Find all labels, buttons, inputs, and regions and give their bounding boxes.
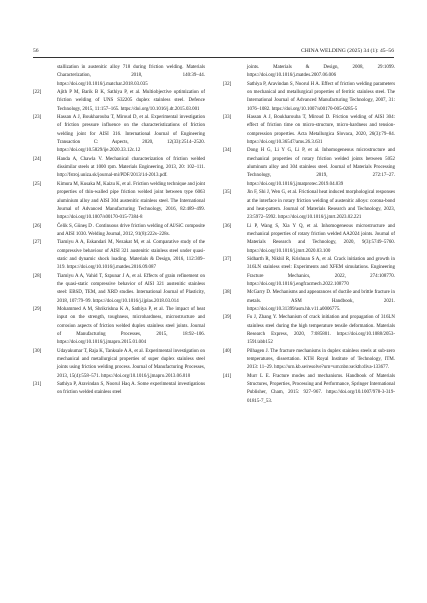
reference-number: [32] [223, 81, 232, 87]
right-column [223, 64, 395, 406]
reference-number: [29] [33, 306, 42, 312]
reference-text: Ajith P M, Barik B K, Sathiya P, et al. Multiobjective optimization of friction welding of UNS S32205 duplex stainless steel. Defence Technology, 2015, 11:157–165. https://doi.org/10.1016/j.dt.2015.03.001 [57, 90, 205, 112]
reference-number: [27] [33, 240, 42, 246]
reference-number: [34] [223, 148, 232, 154]
reference-item [33, 114, 205, 156]
page-number: 56 [33, 48, 39, 54]
reference-item [223, 81, 395, 114]
reference-continuation: joints. Materials & Design, 2008, 29:1099. https://doi.org/10.1016/j.matdes.2007.06.006 [247, 65, 395, 79]
reference-text: Fu J, Zhang Y. Mechanism of crack initiation and propagation of 316LN stainless steel during the high temperature tensile deformation. Materials Research Express, 2020, 7:085801. https://doi.org/10.1088/2053-1591/abb152 [247, 315, 395, 346]
reference-text: Sathiya P, Aravindan S, Noorul H A. Effect of friction welding parameters on mechanical and metallurgical properties of ferritic stainless steel. The International Journal of Advanced Manufacturing Technology, 2007, 31: 1076–1082. https://doi.org/10.1007/s00170-005-0285-5 [247, 81, 395, 112]
reference-item [223, 114, 395, 147]
reference-text: McGarry D. Mechanisms and appearances of ductile and brittle fracture in metals. ASM Handbook, 2021. https://doi.org/10.31399/asm.hb.v11.a0006775. [247, 290, 395, 312]
reference-item [223, 147, 395, 189]
reference-number: [31] [33, 382, 42, 388]
header-rule [33, 57, 394, 58]
reference-number: [39] [223, 315, 232, 321]
reference-item [33, 273, 205, 306]
reference-text: Tiamiyu A A, Vahid T, Szpunar J A, et al. Effects of grain refinement on the quasi-static compressive behavior of AISI 321 austenitic stainless steel: EBSD, TEM, and XRD studies. International Journal of Plasticity, 2018, 107:79–99. https://doi.org/10.1016/j.ijplas.2018.03.014 [57, 273, 205, 304]
reference-text: Hassan A J, Boukharouba T, Miroud D, et al. Experimental investigation of friction pressure influence on the characteristizations of friction welding joint for AISI 316. International Journal of Engineering Transaction C: Aspects, 2020, 12(33):2514–2520. https://doi.org/10.5829/ije.2020.33.12c.12 [57, 115, 205, 154]
reference-number: [25] [33, 181, 42, 187]
running-header [33, 46, 394, 56]
reference-item [33, 89, 205, 114]
reference-text: Li P, Wang S, Xia Y Q, et al. Inhomogeneous microstructure and mechanical properties of rotary friction welded AA2024 joints. Journal of Materials Research and Technology, 2020, 9(3):5749–5760. https://doi.org/10.1016/j.jmrt.2020.03.100 [247, 223, 395, 254]
reference-number: [33] [223, 115, 232, 121]
reference-item [33, 348, 205, 381]
reference-item [223, 189, 395, 222]
reference-number: [30] [33, 348, 42, 354]
reference-text: Sidharth R, Nikhil R, Krishnan S A, et al. Crack initiation and growth in 316LN stainless steel: Experiments and XFEM simulations. Engineering Fracture Mechanics, 2022, 274:108770. https://doi.org/10.1016/j.engfracmech.2022.108770 [247, 256, 395, 287]
reference-continuation: stallization in austenitic alloy 718 during friction welding. Materials Characterization, 2018, 140:39–44. https://doi.org/10.1016/j.matchar.2018.03.035 [57, 65, 205, 87]
reference-text: Hassan A J, Boukharouba T, Miroud D. Friction welding of AISI 304: effect of friction time on micro-structure, micro-hardness and tension-compression properties. Acta Metallurgica Slovaca, 2020, 26(3):79–84. https://doi.org/10.36547/ams.26.3.631 [247, 115, 395, 146]
reference-number: [38] [223, 290, 232, 296]
reference-text: Čelik S, Güneş D . Continuous drive friction welding of AI/SiC composite and AISI 1030. Welding Journal, 2012, 91(8):222s–228s. [57, 223, 205, 237]
reference-item [33, 156, 205, 181]
reference-number: [28] [33, 273, 42, 279]
reference-text: Dong H G, Li Y G, Li P, et al. Inhomogeneous microstructure and mechanical properties of rotary friction welded joints between 5052 aluminum alloy and 304 stainless steel. Journal of Materials Processing Technology, 2019, 272:17–27. https://doi.org/10.1016/j.jmatprotec.2019.04.039 [247, 148, 395, 187]
reference-text: Handa A, Chawla V. Mechanical characterization of friction welded dissimilar steels at 1000 rpm. Materials Engineering, 2013, 20: 102–111. http://fstroj.uniza.sk/journal-mi/PDF/2013/14-2013.pdf. [57, 156, 205, 179]
reference-text: Jin F, Shi J, Wen G, et al. Frictional heat induced morphological responses at the interface in rotary friction welding of austenitic alloys: corona-bond and heat-pattern. Journal of Materials Research and Technology, 2023, 23:5972–5992. https://doi.org/10.1016/j.jmrt.2023.02.221 [247, 190, 395, 221]
reference-text: Murr L E. Fracture modes and mechanisms. Handbook of Materials Structures, Properties, Processing and Performance, Springer International Publisher, Cham, 2015: 927–967. https://doi.org/10.1007/978-3-319-01815-7_53. [247, 373, 395, 404]
reference-text: Sathiya P, Aravindan S, Noorul Haq A. Some experimental investigations on friction welded stainless steel [57, 382, 205, 396]
left-column [33, 64, 205, 398]
reference-item [33, 181, 205, 223]
reference-number: [35] [223, 190, 232, 196]
reference-item [223, 223, 395, 256]
reference-item [223, 289, 395, 314]
reference-text: Pilhagen J. The fracture mechanisms in duplex stainless steels at sub-zero temperatures, dissertation. KTH Royal Institute of Technology, ITM. 2013: 11–29. https://urn.kb.se/resolve?urn=urn:nbn:se:kth:diva-133677. [247, 348, 395, 371]
reference-number: [22] [33, 90, 42, 96]
reference-item [223, 256, 395, 289]
reference-number: [23] [33, 115, 42, 121]
reference-item [33, 239, 205, 272]
reference-text: Udayakumar T, Raja K, Tanksale A A, et al. Experimental investigation on mechanical and metallurgical properties of super duplex stainless steel joints using friction welding process. Journal of Manufacturing Processes, 2013, 15(4):558–571. https://doi.org/10.1016/j.jmapro.2013.06.010 [57, 348, 205, 379]
reference-text: Tiamiyu A A, Eskandari M, Nezakat M, et al. Comparative study of the compressive behaviour of AISI 321 austenitic stainless steel under quasi-static and dynamic shock loading. Materials & Design, 2016, 112:309–319. https://doi.org/10.1016/j.matdes.2016.09.087 [57, 240, 205, 271]
reference-number: [26] [33, 223, 42, 229]
reference-number: [41] [223, 373, 232, 379]
reference-number: [24] [33, 156, 42, 162]
reference-item [223, 314, 395, 347]
journal-citation: CHINA WELDING (2025) 34 (1): 45–56 [301, 48, 394, 54]
reference-item [223, 348, 395, 373]
reference-item [33, 306, 205, 348]
reference-number: [36] [223, 223, 232, 229]
reference-item [223, 373, 395, 406]
reference-text: Mohammed A M, Shrikrishna K A, Sathiya P, et al. The impact of heat input on the strength, toughness, microhardness, microstructure and corrosion aspects of friction welded duplex stainless steel joints. Journal of Manufacturing Processes, 2015, 18:92–106. https://doi.org/10.1016/j.jmapro.2015.01.004 [57, 306, 205, 346]
reference-text: Kimura M, Kusaka M, Kaizu K, et al. Friction welding technique and joint properties of thin-walled pipe friction welded joint between type 6063 aluminium alloy and AISI 304 austenitic stainless steel. The International Journal of Advanced Manufacturing Technology, 2016, 82:489–499. https://doi.org/10.1007/s00170-015-7384-8 [57, 181, 205, 221]
reference-item [33, 381, 205, 398]
reference-item [33, 223, 205, 240]
reference-number: [37] [223, 256, 232, 262]
reference-number: [40] [223, 348, 232, 354]
